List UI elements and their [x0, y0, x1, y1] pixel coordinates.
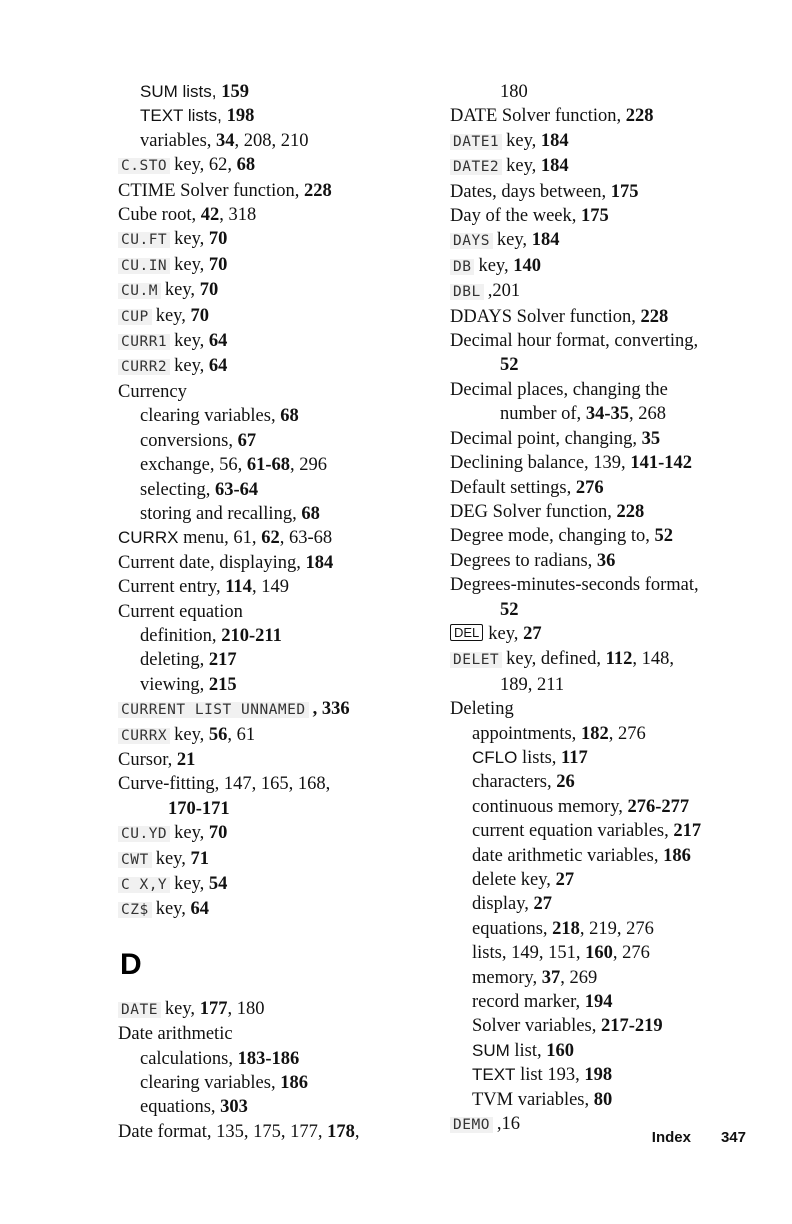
index-entry: TEXT lists, 198: [140, 106, 255, 127]
menu-key-label: CUP: [118, 309, 152, 325]
index-entry: clearing variables, 68: [140, 406, 299, 427]
menu-key-label: C.STO: [118, 158, 170, 174]
page-footer: [560, 1129, 746, 1146]
menu-key-label: CU.IN: [118, 258, 170, 274]
index-entry: CURRX menu, 61, 62, 63-68: [118, 528, 333, 549]
index-entry: deleting, 217: [140, 650, 237, 671]
index-entry: DATE Solver function, 228: [450, 106, 654, 127]
menu-key-label: DB: [450, 259, 474, 275]
index-entry: TEXT list 193, 198: [472, 1065, 613, 1086]
footer-label: Index: [651, 1129, 691, 1146]
index-entry: SUM lists, 159: [140, 82, 249, 102]
index-entry: DDAYS Solver function, 228: [450, 306, 669, 327]
index-entry: DATE key, 177, 180: [118, 997, 448, 1022]
menu-key-label: CURRENT LIST UNNAMED: [118, 702, 309, 718]
index-entry: DB key, 140: [450, 254, 780, 279]
index-entry: equations, 218, 219, 276: [472, 918, 654, 939]
menu-key-label: CU.FT: [118, 232, 170, 248]
index-entry: DATE2 key, 184: [450, 154, 780, 179]
right-column: [450, 80, 780, 1137]
del-key-icon: DEL: [450, 624, 483, 641]
index-entry: 189, 211: [500, 674, 565, 695]
index-entry: CURR2 key, 64: [118, 354, 448, 379]
index-heading-entry: Currency: [118, 381, 187, 402]
index-entry: continuous memory, 276-277: [472, 796, 690, 817]
index-entry: calculations, 183-186: [140, 1048, 300, 1069]
index-entry: memory, 37, 269: [472, 967, 598, 988]
index-entry: CURR1 key, 64: [118, 329, 448, 354]
index-entry: DATE1 key, 184: [450, 129, 780, 154]
index-entry: 180: [500, 82, 528, 102]
index-entry: delete key, 27: [472, 870, 575, 890]
menu-key-label: CWT: [118, 852, 152, 868]
page-number: 347: [720, 1129, 746, 1146]
index-entry: Degrees to radians, 36: [450, 550, 616, 571]
index-entry: CU.M key, 70: [118, 278, 448, 303]
index-entry: variables, 34, 208, 210: [140, 130, 309, 151]
index-entry: exchange, 56, 61-68, 296: [140, 455, 328, 476]
left-column: [118, 80, 448, 1144]
index-heading-entry: Date arithmetic: [118, 1024, 233, 1045]
index-entry: Current date, displaying, 184: [118, 552, 334, 573]
index-entry: characters, 26: [472, 772, 575, 793]
menu-key-label: DEMO: [450, 1117, 493, 1133]
index-entry: Date format, 135, 175, 177, 178,: [118, 1121, 360, 1142]
index-entry: Cursor, 21: [118, 749, 196, 770]
menu-key-label: CURR2: [118, 359, 170, 375]
menu-key-label: DBL: [450, 284, 484, 300]
menu-key-label: DATE: [118, 1002, 161, 1018]
menu-key-label: CURR1: [118, 334, 170, 350]
index-entry: display, 27: [472, 894, 552, 915]
index-entry: CUP key, 70: [118, 304, 448, 329]
index-entry: date arithmetic variables, 186: [472, 845, 691, 866]
menu-key-label: DAYS: [450, 233, 493, 249]
menu-key-label: C X,Y: [118, 877, 170, 893]
menu-key-label: DATE2: [450, 159, 502, 175]
index-entry: Declining balance, 139, 141-142: [450, 453, 692, 474]
index-entry: number of, 34-35, 268: [500, 404, 666, 425]
index-heading-entry: Current equation: [118, 601, 243, 622]
index-entry: DEG Solver function, 228: [450, 501, 645, 522]
menu-key-label: DATE1: [450, 134, 502, 150]
index-entry: equations, 303: [140, 1097, 248, 1118]
index-entry: DEMO ,16: [450, 1112, 780, 1137]
index-entry: conversions, 67: [140, 430, 257, 451]
index-entry: SUM list, 160: [472, 1040, 575, 1061]
index-entry: CURRENT LIST UNNAMED , 336: [118, 697, 448, 722]
index-entry: C X,Y key, 54: [118, 872, 448, 897]
index-entry: DEL key, 27: [450, 622, 780, 647]
index-entry: Day of the week, 175: [450, 206, 609, 227]
index-entry: CTIME Solver function, 228: [118, 180, 332, 201]
index-entry: Decimal places, changing the: [450, 379, 668, 400]
menu-key-label: CU.YD: [118, 826, 170, 842]
index-entry: Default settings, 276: [450, 477, 604, 498]
menu-key-label: DELET: [450, 652, 502, 668]
index-entry: Degree mode, changing to, 52: [450, 526, 673, 547]
index-entry: definition, 210-211: [140, 625, 282, 646]
index-entry: Dates, days between, 175: [450, 181, 639, 202]
index-entry: CZ$ key, 64: [118, 897, 448, 922]
menu-key-label: CURRX: [118, 728, 170, 744]
index-entry: TVM variables, 80: [472, 1089, 613, 1110]
index-entry: 170-171: [168, 798, 230, 819]
index-entry: CFLO lists, 117: [472, 747, 588, 768]
index-entry: lists, 149, 151, 160, 276: [472, 943, 650, 964]
index-entry: Decimal hour format, converting,: [450, 331, 699, 352]
index-entry: storing and recalling, 68: [140, 503, 320, 524]
index-entry: DBL ,201: [450, 279, 780, 304]
index-entry: current equation variables, 217: [472, 821, 702, 842]
index-entry: viewing, 215: [140, 674, 237, 695]
index-entry: Curve-fitting, 147, 165, 168,: [118, 774, 331, 795]
index-entry: Degrees-minutes-seconds format,: [450, 575, 699, 596]
index-entry: DELET key, defined, 112, 148,: [450, 647, 780, 672]
index-entry: Current entry, 114, 149: [118, 577, 289, 598]
index-entry: 52: [500, 355, 519, 376]
index-entry: C.STO key, 62, 68: [118, 153, 448, 178]
index-entry: CWT key, 71: [118, 847, 448, 872]
index-entry: CU.IN key, 70: [118, 253, 448, 278]
index-entry: 52: [500, 599, 519, 620]
index-heading-entry: Deleting: [450, 699, 514, 720]
index-entry: CU.FT key, 70: [118, 227, 448, 252]
menu-key-label: CZ$: [118, 902, 152, 918]
index-entry: selecting, 63-64: [140, 479, 259, 500]
index-entry: Cube root, 42, 318: [118, 205, 257, 226]
index-entry: Solver variables, 217-219: [472, 1016, 663, 1037]
section-letter-heading: D: [120, 947, 142, 981]
index-entry: CURRX key, 56, 61: [118, 723, 448, 748]
index-entry: record marker, 194: [472, 992, 613, 1013]
index-entry: Decimal point, changing, 35: [450, 428, 661, 449]
index-entry: clearing variables, 186: [140, 1073, 308, 1094]
index-entry: appointments, 182, 276: [472, 723, 646, 744]
menu-key-label: CU.M: [118, 283, 161, 299]
index-entry: CU.YD key, 70: [118, 821, 448, 846]
index-entry: DAYS key, 184: [450, 228, 780, 253]
